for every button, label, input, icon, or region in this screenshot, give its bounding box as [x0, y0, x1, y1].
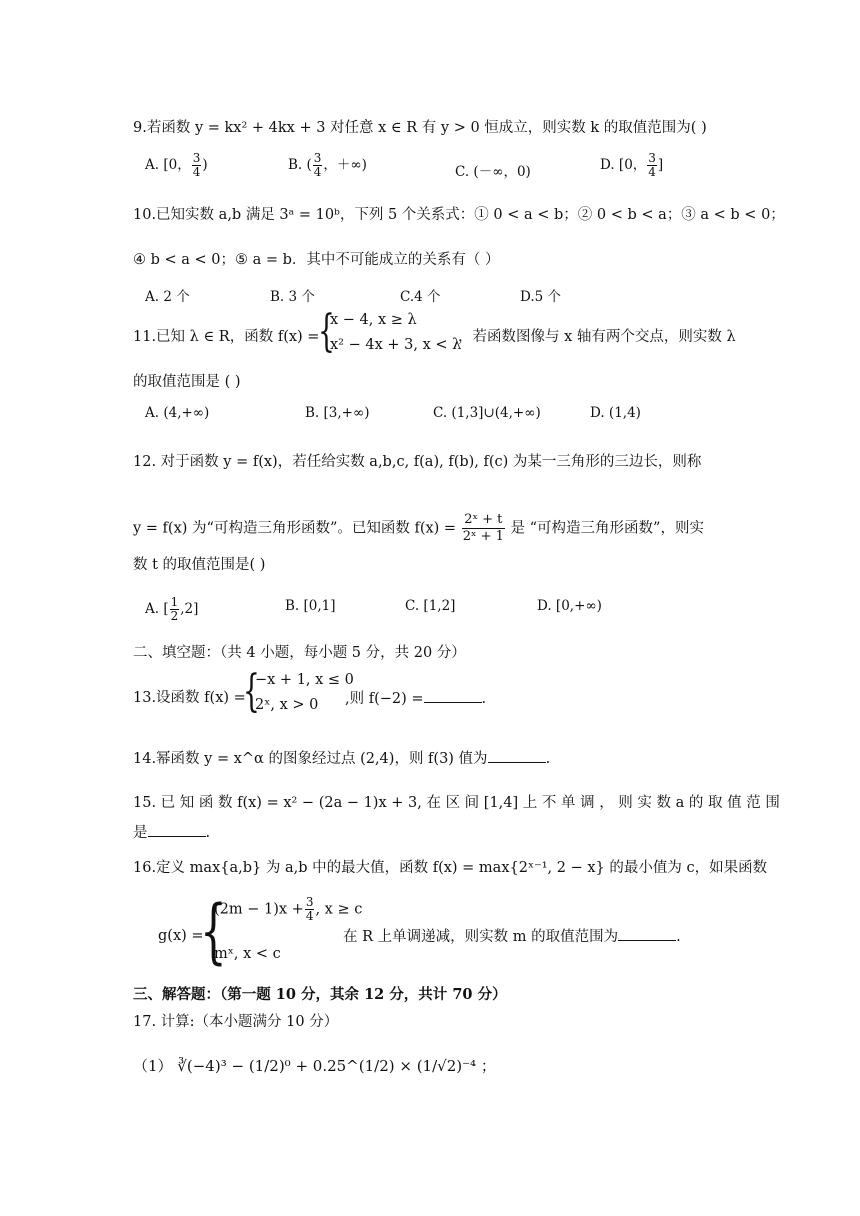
q10-option-b: B. 3 个 — [270, 289, 315, 305]
section-3-heading: 三、解答题：（第一题 10 分，其余 12 分，共计 70 分） — [133, 986, 507, 1003]
q9-option-d-fraction: $\frac{3}{4}$ — [648, 151, 656, 179]
q13-case-2: 2ˣ, x > 0 — [255, 697, 319, 713]
q9-option-c: C. (－∞，0) — [455, 164, 531, 180]
question-16-prefix: g(x) = — [158, 928, 204, 944]
q16-case-1-fraction: $\frac{3}{4}$ — [305, 895, 314, 923]
q17-formula: ∛(−4)³ − (1/2)⁰ + 0.25^(1/2) × (1/√2)⁻⁴ — [177, 1057, 477, 1075]
q12-option-b: B. [0,1] — [285, 598, 336, 614]
q13-case-1: −x + 1, x ≤ 0 — [255, 672, 354, 688]
q14-answer-blank[interactable] — [488, 748, 546, 763]
q12-option-c: C. [1,2] — [405, 598, 456, 614]
q12-option-a-fraction: $\frac{1}{2}$ — [170, 595, 179, 623]
q16-answer-blank[interactable] — [618, 926, 676, 941]
q16-case-1: (2m − 1)x + $\frac{3}{4}$ , x ≥ c — [214, 895, 363, 923]
q10-option-a: A. 2 个 — [145, 289, 190, 305]
question-14: 14.幂函数 y = x^α 的图象经过点 (2,4)，则 f(3) 值为 . — [133, 748, 550, 769]
question-12-line3: 数 t 的取值范围是( ) — [133, 557, 266, 573]
q9-option-d: D. [0， $\frac{3}{4}$ ] — [600, 151, 664, 179]
q11-option-a: A. (4,+∞) — [145, 405, 210, 421]
q10-option-d: D.5 个 — [520, 289, 562, 305]
q9-option-a-label: A. [0， — [145, 157, 191, 173]
q10-option-c: C.4 个 — [400, 289, 441, 305]
q12-fraction: $\frac{\text{2ˣ + t}}{\text{2ˣ + 1}}$ — [462, 512, 504, 544]
question-16-suffix: 在 R 上单调递减，则实数 m 的取值范围为 . — [343, 926, 681, 947]
question-13-suffix: ,则 f(−2) = . — [345, 688, 486, 709]
question-12-line2 — [133, 512, 704, 545]
q17-part-label: （1） — [133, 1057, 173, 1075]
question-12-line1: 12. 对于函数 y = f(x)，若任给实数 a,b,c, f(a), f(b), f(c) 为某一三角形的三边长，则称 — [133, 454, 702, 470]
q9-option-a-fraction: $\frac{3}{4}$ — [192, 151, 201, 179]
question-11-prefix: 11.已知 λ ∈ R，函数 f(x) = — [133, 329, 320, 345]
q11-option-d: D. (1,4) — [590, 405, 641, 421]
q11-case-2: x² − 4x + 3, x < λ — [330, 337, 462, 353]
q12-line2-prefix: y = f(x) 为“可构造三角形函数”。已知函数 f(x) = — [133, 520, 457, 537]
q9-option-b-label: B. ( — [288, 157, 312, 173]
question-11-line2: 的取值范围是 ( ) — [133, 374, 241, 390]
left-brace-icon: { — [243, 666, 260, 717]
q12-option-d: D. [0,+∞) — [537, 598, 602, 614]
left-brace-icon: { — [318, 306, 335, 357]
q16-case-2: mˣ, x < c — [214, 946, 281, 962]
question-13-prefix: 13.设函数 f(x) = — [133, 690, 246, 706]
q9-option-d-label: D. [0， — [600, 157, 647, 173]
q12-option-a: A. [ $\frac{1}{2}$ ,2] — [145, 595, 199, 623]
q11-case-1: x − 4, x ≥ λ — [330, 312, 417, 328]
q11-option-c: C. (1,3]∪(4,+∞) — [433, 405, 541, 421]
q9-option-a: A. [0， $\frac{3}{4}$ ) — [145, 151, 208, 179]
question-11-suffix: ，若函数图像与 x 轴有两个交点，则实数 λ — [458, 329, 736, 345]
question-10-line2: ④ b < a < 0；⑤ a = b．其中不可能成立的关系有（ ） — [133, 252, 500, 268]
section-2-heading: 二、填空题：（共 4 小题，每小题 5 分，共 20 分） — [133, 645, 466, 661]
question-9-stem: 9.若函数 y = kx² + 4kx + 3 对任意 x ∈ R 有 y > 0 恒成立，则实数 k 的取值范围为( ) — [133, 120, 707, 136]
q9-option-b: B. ( $\frac{3}{4}$ ，＋∞) — [288, 151, 367, 179]
q9-option-b-fraction: $\frac{3}{4}$ — [313, 151, 322, 179]
question-17-title: 17. 计算:（本小题满分 10 分） — [133, 1014, 339, 1030]
q13-answer-blank[interactable] — [424, 688, 482, 703]
question-10-line1: 10.已知实数 a,b 满足 3ᵃ = 10ᵇ，下列 5 个关系式：① 0 < a < b；② 0 < b < a；③ a < b < 0； — [133, 207, 785, 223]
question-16-line1: 16.定义 max{a,b} 为 a,b 中的最大值，函数 f(x) = max{2ˣ⁻¹, 2 − x} 的最小值为 c，如果函数 — [133, 860, 768, 876]
question-15-line1: 15. 已 知 函 数 f(x) = x² − (2a − 1)x + 3, 在 区 间 [1,4] 上 不 单 调 ， 则 实 数 a 的 取 值 范 围 — [133, 795, 780, 811]
q12-line2-suffix: 是 “可构造三角形函数”，则实 — [510, 520, 704, 537]
question-15-line2: 是 . — [133, 822, 210, 843]
q15-answer-blank[interactable] — [148, 822, 206, 837]
left-brace-icon: { — [200, 890, 227, 972]
question-17-expression: （1） ∛(−4)³ − (1/2)⁰ + 0.25^(1/2) × (1/√2)⁻⁴ ； — [133, 1057, 496, 1075]
q11-option-b: B. [3,+∞) — [305, 405, 370, 421]
